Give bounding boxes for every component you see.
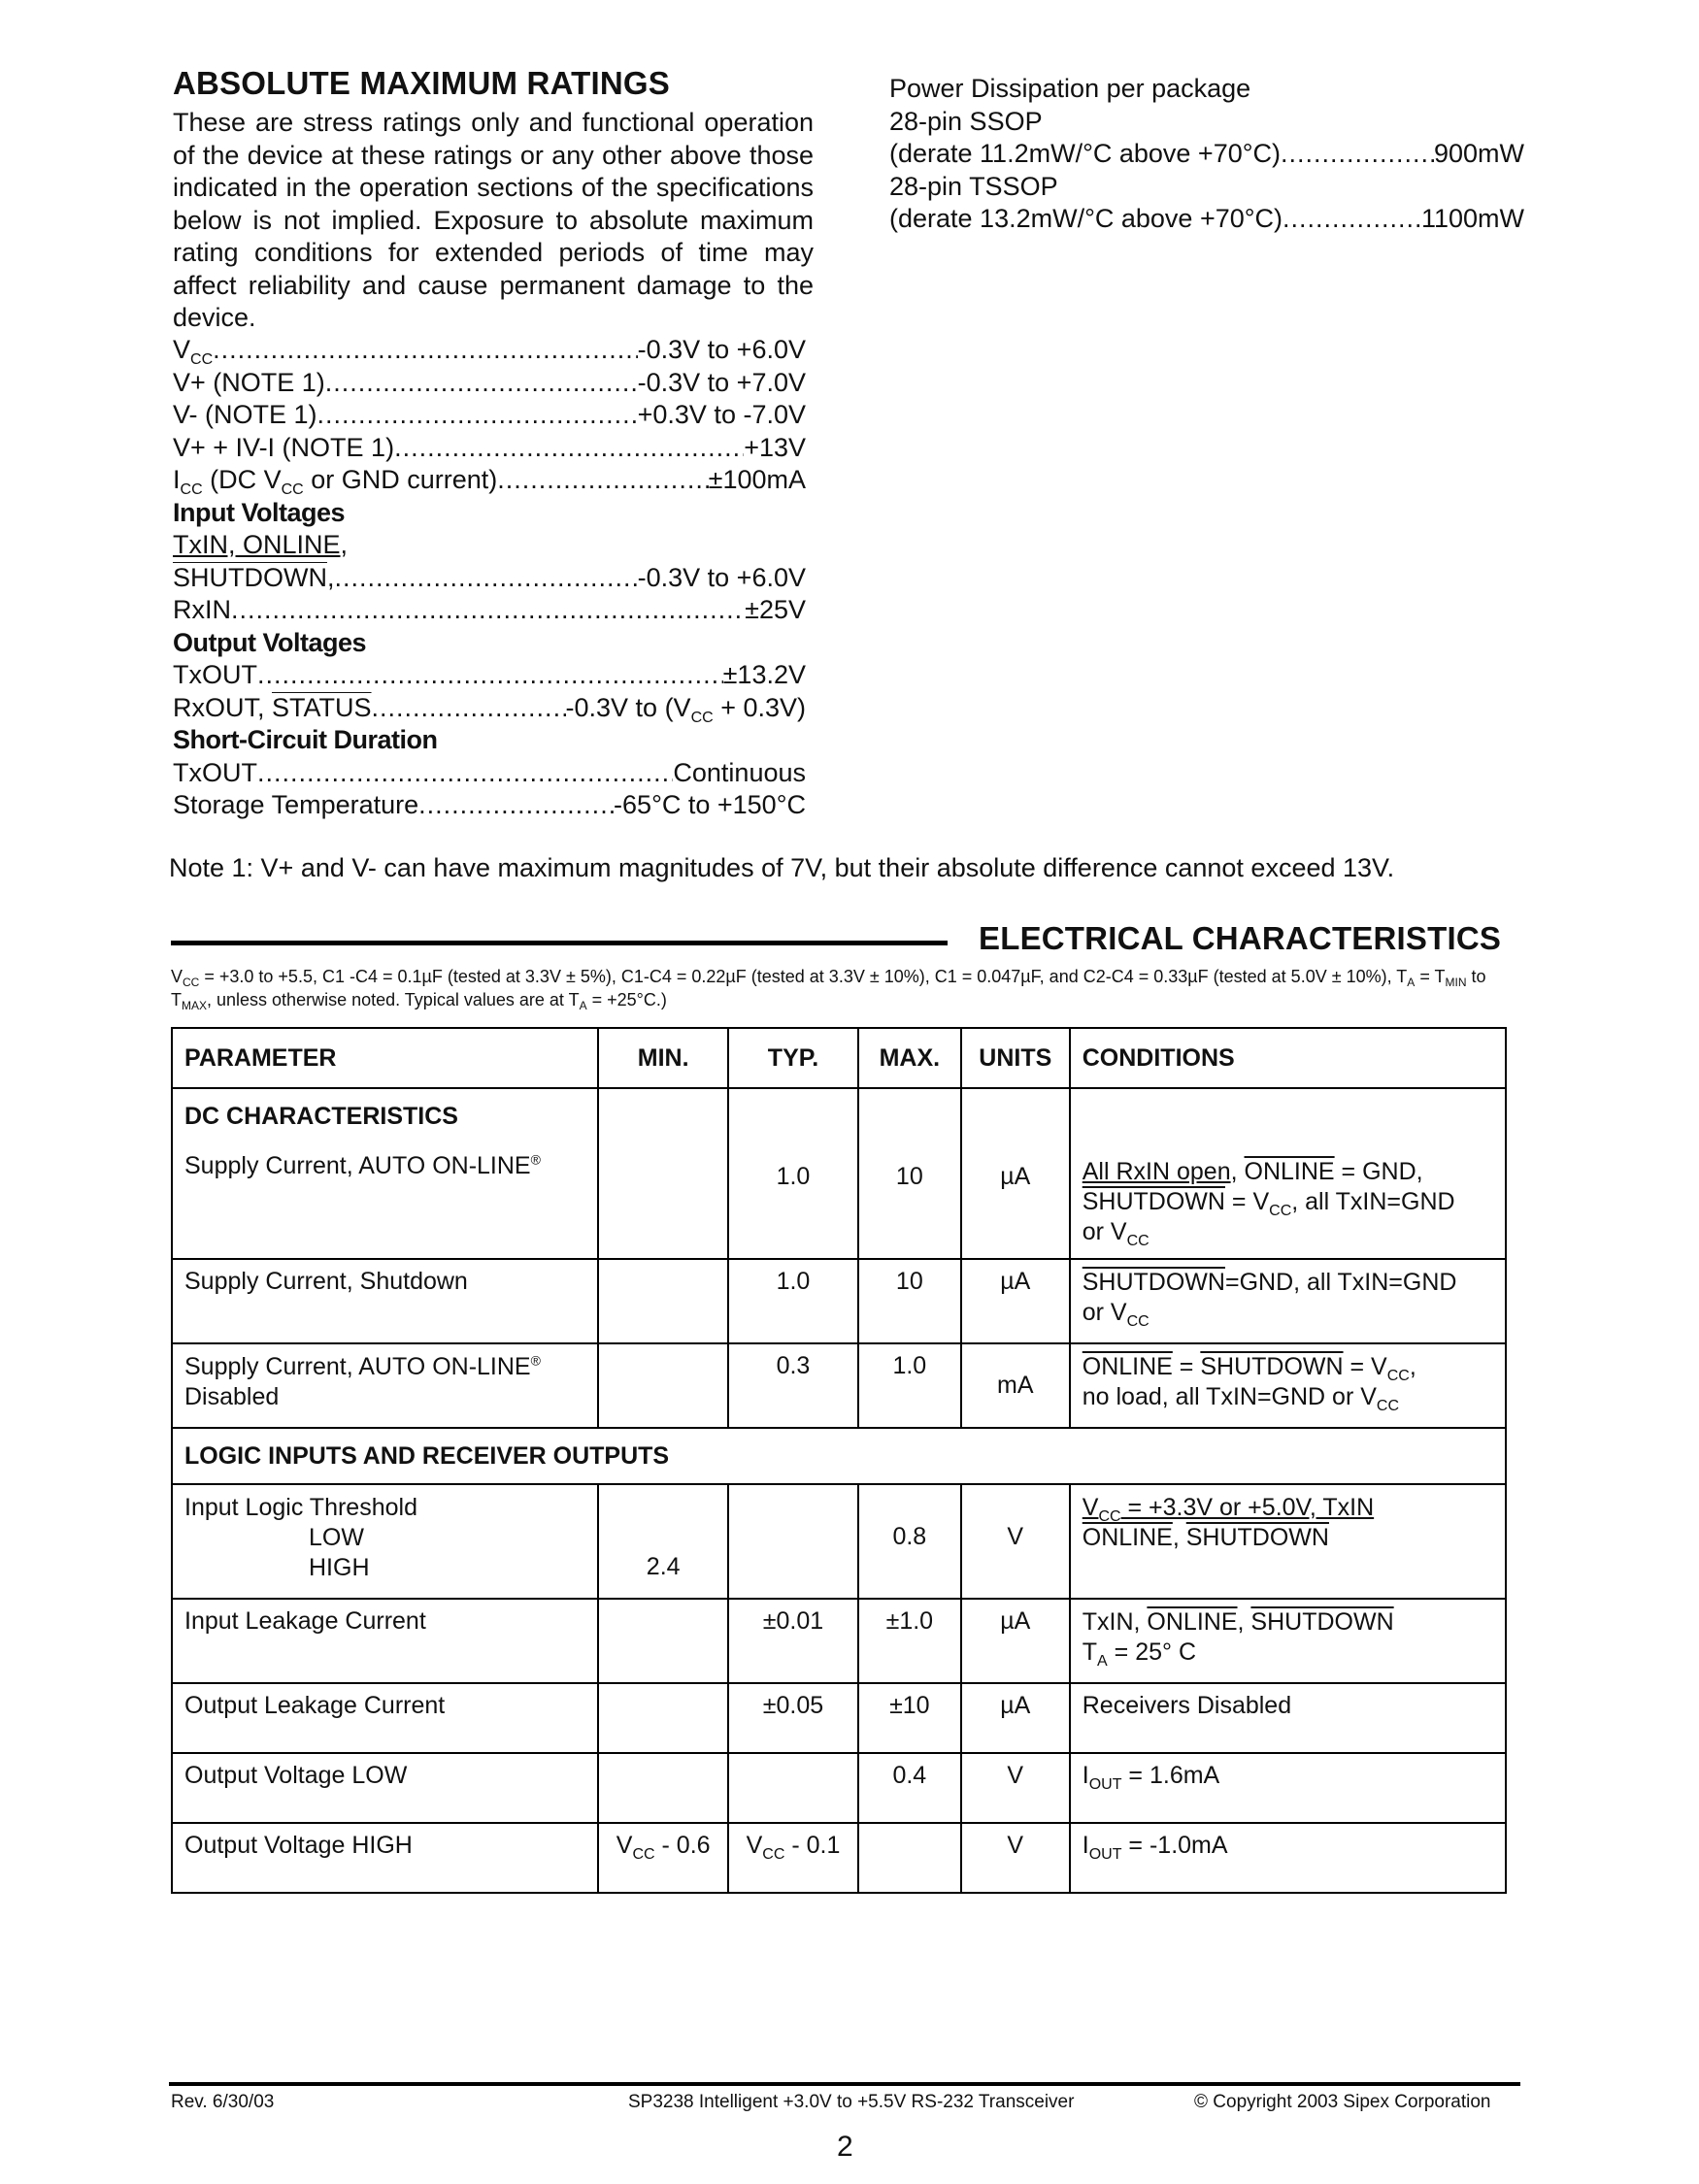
table-row: Input Logic Threshold LOW HIGH 2.4 0.8 V $V_{CC} = +3.3V$ or +5.0V, TxIN ONLINE, SHUTDOWN <box>172 1484 1506 1599</box>
table-row: Supply Current, Shutdown 1.0 10 µA SHUTDOWN=GND, all TxIN=GND or $V_{CC}$ <box>172 1259 1506 1343</box>
output-voltages-heading: Output Voltages <box>173 627 366 657</box>
rating-rxin: RxIN ..... ±25V <box>173 594 806 627</box>
cond-supply-shutdown: SHUTDOWN=GND, all TxIN=GND or $V_{CC}$ <box>1070 1259 1506 1343</box>
ec-title: ELECTRICAL CHARACTERISTICS <box>979 920 1502 956</box>
table-row: DC CHARACTERISTICS Supply Current, AUTO ON-LINE® 1.0 10 µA All RxIN open, ONLINE = GND, SHUTDOWN = $V_{CC}$, all TxIN=GND or $V_{CC}$ <box>172 1088 1506 1259</box>
tssop-label: 28-pin TSSOP <box>889 171 1058 201</box>
table-row: Input Leakage Current ±0.01 ±1.0 µA TxIN, ONLINE, SHUTDOWN $T_A = 25^\circ$ C <box>172 1599 1506 1683</box>
param-output-low: Output Voltage LOW <box>172 1753 598 1823</box>
col-max: MAX. <box>858 1028 961 1088</box>
abs-max-intro: These are stress ratings only and functional operation of the device at these ratings or any other above those indicated in the operation sections of the specifications below is not implied. Exposure to absolute maximum rating conditions for extended periods of time may affect reliability and cause permanent damage to the device. <box>173 108 814 332</box>
cond-supply-auto-disabled: ONLINE = SHUTDOWN = $V_{CC}$, no load, all TxIN=GND or $V_{CC}$ <box>1070 1343 1506 1428</box>
rating-sc-txout: TxOUT ..... Continuous <box>173 757 806 790</box>
ec-conditions: $V_{CC} = +3.0$ to +5.5, C1 -C4 = 0.1µF (tested at 3.3V ± 5%), C1-C4 = 0.22µF (tested at 3.3V ± 10%), C1 = 0.047µF, and C2-C4 = 0.33µF (tested at 5.0V ± 10%), $T_A = T_{MIN}$ to $T_{MAX}$, unless otherwise noted. Typical values are at $T_A = +25^\circ C$.) <box>171 967 1486 1012</box>
footer-doc-title: SP3238 Intelligent +3.0V to +5.5V RS-232 Transceiver <box>628 2092 1075 2112</box>
power-title: Power Dissipation per package <box>889 74 1251 103</box>
table-row: Output Leakage Current ±0.05 ±10 µA Receivers Disabled <box>172 1683 1506 1753</box>
param-output-high: Output Voltage HIGH <box>172 1823 598 1893</box>
rating-vcc: $V_{CC}$ ..... -0.3V to +6.0V <box>173 334 806 367</box>
rating-storage: Storage Temperature ..... -65°C to +150°C <box>173 789 806 822</box>
rating-vminus: V- (NOTE 1) ..... +0.3V to -7.0V <box>173 399 806 432</box>
cond-input-threshold: $V_{CC} = +3.3V$ or +5.0V, TxIN ONLINE, SHUTDOWN <box>1070 1484 1506 1599</box>
note-1: Note 1: V+ and V- can have maximum magnitudes of 7V, but their absolute difference cannot exceed 13V. <box>169 853 1395 882</box>
col-conditions: CONDITIONS <box>1070 1028 1506 1088</box>
table-row: Output Voltage HIGH $V_{CC} - 0.6$ $V_{CC} - 0.1$ V $I_{OUT} = -1.0mA$ <box>172 1823 1506 1893</box>
logic-heading: LOGIC INPUTS AND RECEIVER OUTPUTS <box>172 1428 1506 1484</box>
footer-rev: Rev. 6/30/03 <box>171 2092 275 2112</box>
col-min: MIN. <box>598 1028 728 1088</box>
page-number: 2 <box>837 2131 853 2163</box>
cond-output-high: $I_{OUT} = -1.0mA$ <box>1070 1823 1506 1893</box>
param-input-leakage: Input Leakage Current <box>172 1599 598 1683</box>
rating-txout: TxOUT ..... ±13.2V <box>173 659 806 692</box>
col-units: UNITS <box>961 1028 1070 1088</box>
param-supply-auto-disabled: Supply Current, AUTO ON-LINE® Disabled <box>172 1343 598 1428</box>
short-circuit-heading: Short-Circuit Duration <box>173 725 438 754</box>
ssop-rating: (derate 11.2mW/°C above +70°C) ..... 900mW <box>889 138 1524 171</box>
input-voltages-heading: Input Voltages <box>173 497 346 527</box>
param-input-threshold: Input Logic Threshold LOW HIGH <box>172 1484 598 1599</box>
cond-input-leakage: TxIN, ONLINE, SHUTDOWN $T_A = 25^\circ$ C <box>1070 1599 1506 1683</box>
ec-table <box>171 1027 1507 1894</box>
footer-rule <box>169 2082 1520 2086</box>
table-row: Output Voltage LOW 0.4 V $I_{OUT} = 1.6mA$ <box>172 1753 1506 1823</box>
col-parameter: PARAMETER <box>172 1028 598 1088</box>
table-section-row <box>172 1428 1506 1484</box>
power-dissipation <box>889 73 1524 236</box>
rating-rxout: RxOUT, STATUS ..... -0.3V to $(V_{CC} + 0.3V)$ <box>173 692 806 725</box>
tssop-rating: (derate 13.2mW/°C above +70°C) ..... 1100mW <box>889 203 1524 236</box>
abs-max-title: ABSOLUTE MAXIMUM RATINGS <box>173 65 670 101</box>
param-output-leakage: Output Leakage Current <box>172 1683 598 1753</box>
ssop-label: 28-pin SSOP <box>889 106 1043 136</box>
rating-icc: $I_{CC}$ (DC $V_{CC}$ or GND current) ..... ±100mA <box>173 464 806 497</box>
section-rule <box>171 941 948 945</box>
table-row: Supply Current, AUTO ON-LINE® Disabled 0.3 1.0 mA ONLINE = SHUTDOWN = $V_{CC}$, no load, all TxIN=GND or $V_{CC}$ <box>172 1343 1506 1428</box>
col-typ: TYP. <box>728 1028 858 1088</box>
rating-vsum: V+ + IV-I (NOTE 1) ..... +13V <box>173 432 806 465</box>
rating-shutdown: SHUTDOWN, ..... -0.3V to +6.0V <box>173 562 806 595</box>
input-voltages-line: TxIN, ONLINE, <box>173 530 349 559</box>
table-header-row <box>172 1028 1506 1088</box>
cond-supply-auto: All RxIN open, ONLINE = GND, SHUTDOWN = $V_{CC}$, all TxIN=GND or $V_{CC}$ <box>1082 1158 1455 1249</box>
dc-characteristics-heading: DC CHARACTERISTICS <box>184 1103 458 1130</box>
footer-copyright: © Copyright 2003 Sipex Corporation <box>1194 2092 1491 2112</box>
cond-output-leakage: Receivers Disabled <box>1070 1683 1506 1753</box>
cond-output-low: $I_{OUT} = 1.6mA$ <box>1070 1753 1506 1823</box>
rating-vplus: V+ (NOTE 1) ..... -0.3V to +7.0V <box>173 367 806 400</box>
ratings-list <box>173 334 806 822</box>
param-supply-auto: Supply Current, AUTO ON-LINE® <box>184 1151 541 1179</box>
param-supply-shutdown: Supply Current, Shutdown <box>172 1259 598 1343</box>
